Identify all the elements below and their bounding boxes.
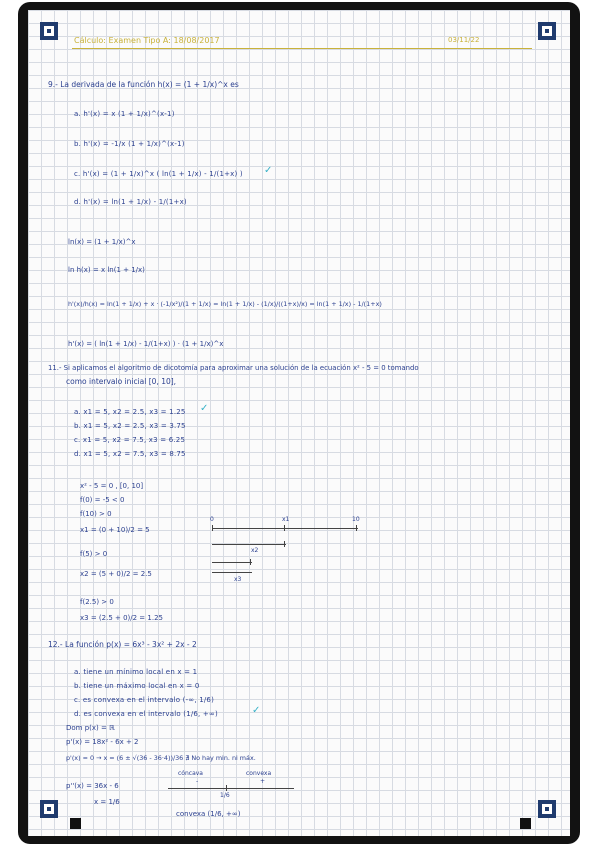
- axis-label-x2: x2: [251, 547, 259, 554]
- exam-title: Cálculo: Examen Tipo A: 18/08/2017: [74, 36, 220, 45]
- q11-work-line-8: x3 = (2.5 + 0)/2 = 1.25: [80, 614, 163, 622]
- q11-work-line-4: x1 = (0 + 10)/2 = 5: [80, 526, 150, 534]
- sign-label-convex: convexa: [246, 770, 272, 777]
- q11-prompt-continued: como intervalo inicial [0, 10],: [66, 377, 177, 386]
- q12-work-line-5: x = 1/6: [94, 798, 120, 806]
- bisection-line-2: [212, 544, 286, 545]
- q12-option-c: c. es convexa en el intervalo (-∞, 1/6): [74, 696, 215, 704]
- q12-work-line-2: p'(x) = 18x² - 6x + 2: [66, 738, 139, 746]
- q9-prompt: 9.- La derivada de la función h(x) = (1 + 1/x)^x es: [48, 80, 239, 89]
- q11-work-line-5: f(5) > 0: [80, 550, 108, 558]
- q12-work-line-6: convexa (1/6, +∞): [176, 810, 241, 818]
- q9-work-line-1: ln(x) = (1 + 1/x)^x: [68, 238, 136, 246]
- sign-label-concave: cóncava: [178, 770, 203, 777]
- axis-label-ten: 10: [352, 516, 360, 523]
- sign-plus: +: [260, 778, 266, 785]
- q12-prompt: 12.- La función p(x) = 6x³ - 3x² + 2x - 2: [48, 640, 197, 649]
- q9-work-line-3: h'(x)/h(x) = ln(1 + 1/x) + x · (-1/x²)/(1 + 1/x) = ln(1 + 1/x) - (1/x)/((1+x)/x) = ln(1 + 1/x) - 1/(1+x): [68, 300, 382, 308]
- sign-minus: -: [196, 778, 199, 785]
- q12-work-line-4: p''(x) = 36x - 6: [66, 782, 119, 790]
- q11-work-line-2: f(0) = -5 < 0: [80, 496, 125, 504]
- bisection-tick: [356, 525, 357, 531]
- q12-work-line-1: Dom p(x) = ℝ: [66, 724, 115, 732]
- q11-prompt: 11.- Si aplicamos el algoritmo de dicotomía para aproximar una solución de la ecuación x² - 5 = 0 tomando: [48, 364, 419, 372]
- bisection-tick: [284, 525, 285, 531]
- q12-option-d: d. es convexa en el intervalo (1/6, +∞): [74, 710, 218, 718]
- bisection-line-3: [212, 562, 252, 563]
- q9-option-c: c. h'(x) = (1 + 1/x)^x ( ln(1 + 1/x) - 1/(1+x) ): [74, 170, 243, 178]
- q9-option-b: b. h'(x) = -1/x (1 + 1/x)^(x-1): [74, 140, 185, 148]
- bisection-tick: [250, 559, 251, 565]
- sign-chart-line: [168, 788, 294, 789]
- q9-work-line-2: ln h(x) = x ln(1 + 1/x): [68, 266, 145, 274]
- q9-work-line-4: h'(x) = ( ln(1 + 1/x) - 1/(1+x) ) · (1 + 1/x)^x: [68, 340, 224, 348]
- corner-marker-top-right: [538, 22, 556, 40]
- bisection-line-1: [212, 528, 358, 529]
- axis-label-zero: 0: [210, 516, 214, 523]
- q11-work-line-1: x² - 5 = 0 , [0, 10]: [80, 482, 144, 490]
- bisection-tick: [212, 525, 213, 531]
- q9-option-a: a. h'(x) = x (1 + 1/x)^(x-1): [74, 110, 175, 118]
- corner-marker-bottom-left: [40, 800, 58, 818]
- corner-marker-top-left: [40, 22, 58, 40]
- corner-square-right: [520, 818, 531, 829]
- bisection-line-4: [212, 572, 252, 573]
- grid-paper: [28, 10, 570, 836]
- q12-work-line-3: p'(x) = 0 → x = (6 ± √(36 - 36·4))/36 ∄ No hay min. ni máx.: [66, 754, 256, 762]
- q11-option-a: a. x1 = 5, x2 = 2.5, x3 = 1.25: [74, 408, 186, 416]
- sign-label-one-sixth: 1/6: [220, 792, 230, 799]
- bisection-tick: [284, 541, 285, 547]
- q11-work-line-7: f(2.5) > 0: [80, 598, 114, 606]
- q11-work-line-3: f(10) > 0: [80, 510, 112, 518]
- header-underline: [72, 48, 532, 49]
- q12-option-b: b. tiene un máximo local en x = 0: [74, 682, 200, 690]
- exam-date: 03/11/22: [448, 36, 480, 44]
- axis-label-x3: x3: [234, 576, 242, 583]
- axis-label-x1: x1: [282, 516, 290, 523]
- check-mark-icon: ✓: [252, 705, 261, 716]
- q11-option-c: c. x1 = 5, x2 = 7.5, x3 = 6.25: [74, 436, 186, 444]
- check-mark-icon: ✓: [200, 403, 209, 414]
- q9-option-d: d. h'(x) = ln(1 + 1/x) - 1/(1+x): [74, 198, 187, 206]
- sign-chart-tick: [226, 785, 227, 791]
- q11-work-line-6: x2 = (5 + 0)/2 = 2.5: [80, 570, 152, 578]
- corner-square-left: [70, 818, 81, 829]
- check-mark-icon: ✓: [264, 165, 273, 176]
- q12-option-a: a. tiene un mínimo local en x = 1: [74, 668, 198, 676]
- q11-option-d: d. x1 = 5, x2 = 7.5, x3 = 8.75: [74, 450, 186, 458]
- q11-option-b: b. x1 = 5, x2 = 2.5, x3 = 3.75: [74, 422, 186, 430]
- corner-marker-bottom-right: [538, 800, 556, 818]
